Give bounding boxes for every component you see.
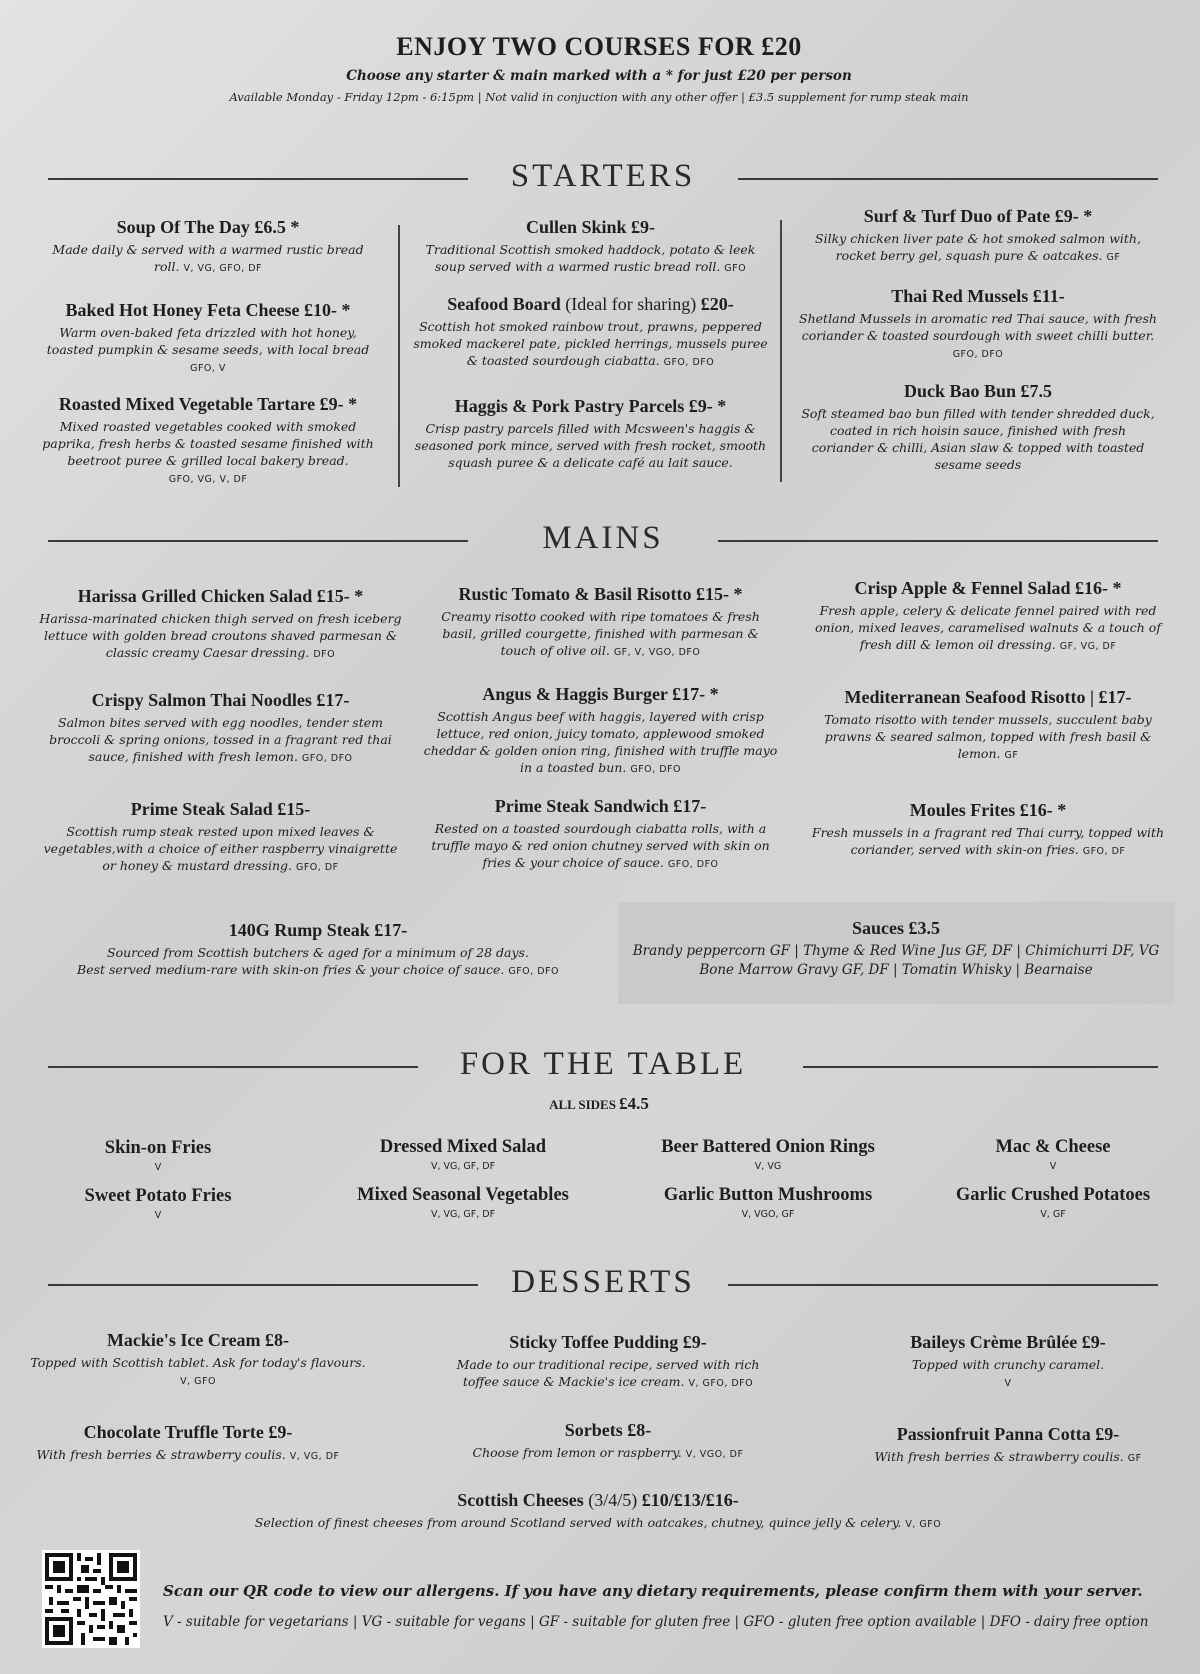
item-desc: Silky chicken liver pate & hot smoked salmon with, rocket berry gel, squash pure & oatcakes. (815, 231, 1141, 263)
item-desc: Best served medium-rare with skin-on fries & your choice of sauce. (77, 962, 505, 977)
item-tags: GF, VG, DF (1059, 641, 1117, 652)
qr-code[interactable] (42, 1550, 140, 1648)
item-tags: V, VG, GFO, DF (183, 263, 263, 274)
item-name: Prime Steak Salad £15- (130, 799, 311, 819)
desserts-heading (48, 1264, 1158, 1304)
footer (163, 1582, 1173, 1630)
menu-item (38, 394, 378, 488)
item-tags: GFO, VG, V, DF (168, 474, 248, 485)
all-sides-amount: £4.5 (619, 1094, 649, 1113)
side-tags: V, GF (1040, 1209, 1066, 1220)
offer-header (18, 20, 1180, 104)
menu-item (38, 690, 403, 767)
item-desc: Crisp pastry parcels filled with Mcsween's haggis & seasoned pork mince, served with fresh rocket, smooth squash puree & a delicate café au lait sauce. (414, 421, 767, 470)
column-divider (780, 220, 782, 482)
item-name: Baileys Crème Brûlée £9- (910, 1332, 1106, 1352)
item-name: Scottish Cheeses (457, 1490, 584, 1510)
side-tags: V, VG, GF, DF (430, 1209, 496, 1220)
all-sides-price (18, 1094, 1180, 1114)
item-name: Surf & Turf Duo of Pate £9- * (863, 206, 1093, 226)
item-tags: GFO, DFO (667, 859, 719, 870)
item-name: Crisp Apple & Fennel Salad £16- * (854, 578, 1122, 598)
menu-page (18, 10, 1180, 1664)
dessert-item-cheeses (118, 1490, 1078, 1533)
item-name-note: (Ideal for sharing) (565, 294, 697, 314)
item-desc: Shetland Mussels in aromatic red Thai sauce, with fresh coriander & toasted sourdough with sweet chilli butter. (799, 311, 1157, 343)
side-tags: V (1049, 1161, 1057, 1172)
item-desc: Made daily & served with a warmed rustic bread roll. (52, 242, 364, 274)
item-desc: With fresh berries & strawberry coulis. (874, 1449, 1124, 1464)
item-desc: Scottish hot smoked rainbow trout, prawns, peppered smoked mackerel pate, pickled herrings, mussels puree & toasted sourdough ciabatta. (413, 319, 768, 368)
menu-item (38, 799, 403, 876)
item-name: Rustic Tomato & Basil Risotto £15- * (458, 584, 743, 604)
side-tags: V (154, 1210, 162, 1221)
item-desc: Scottish Angus beef with haggis, layered with crisp lettuce, red onion, juicy tomato, applewood smoked cheddar & golden onion ring, finished with truffle mayo in a toasted bun. (423, 709, 778, 775)
side-item (38, 1138, 278, 1173)
side-item (38, 1186, 278, 1221)
item-tags: V (1004, 1378, 1012, 1389)
item-tags: V, GFO, DFO (688, 1378, 754, 1389)
item-name: Crispy Salmon Thai Noodles £17- (91, 690, 350, 710)
table-heading (48, 1046, 1158, 1086)
item-tags: GFO, DFO (301, 753, 353, 764)
side-tags: V, VG (754, 1161, 782, 1172)
item-tags: GFO, DFO (952, 349, 1004, 360)
offer-note: Available Monday - Friday 12pm - 6:15pm | Not valid in conjuction with any other offer | £3.5 supplement for rump steak main (229, 90, 969, 104)
item-name: 140G Rump Steak £17- (228, 920, 408, 940)
item-tags: V, VG, DF (289, 1451, 340, 1462)
side-name: Garlic Button Mushrooms (663, 1185, 873, 1205)
menu-item (798, 381, 1158, 473)
dessert-item (28, 1330, 368, 1390)
item-desc: Topped with Scottish tablet. Ask for today's flavours. (30, 1355, 366, 1370)
item-desc: Fresh apple, celery & delicate fennel paired with red onion, mixed leaves, caramelised walnuts & a touch of fresh dill & lemon oil dressing. (815, 603, 1161, 652)
menu-item (798, 206, 1158, 266)
sauces-line: Bone Marrow Gravy GF, DF | Tomatin Whisky | Bearnaise (699, 962, 1093, 978)
item-tags: GFO, DF (1082, 846, 1126, 857)
item-name: Chocolate Truffle Torte £9- (83, 1422, 293, 1442)
item-name: Thai Red Mussels £11- (891, 286, 1065, 306)
starters-heading (48, 158, 1158, 198)
item-name: Prime Steak Sandwich £17- (494, 796, 707, 816)
menu-item (808, 578, 1168, 655)
item-tags: GF (1127, 1453, 1142, 1464)
item-name: Sticky Toffee Pudding £9- (509, 1332, 707, 1352)
item-name: Roasted Mixed Vegetable Tartare £9- * (58, 394, 358, 414)
side-item (938, 1137, 1168, 1172)
item-tags: GF (1106, 252, 1121, 263)
item-name: Soup Of The Day £6.5 * (116, 217, 300, 237)
sauces-title: Sauces £3.5 (851, 918, 940, 938)
item-desc: Fresh mussels in a fragrant red Thai curry, topped with coriander, served with skin-on fries. (811, 825, 1165, 857)
heading-rule-right (728, 1284, 1158, 1286)
item-sizes: (3/4/5) (588, 1490, 638, 1510)
dessert-item (858, 1332, 1158, 1392)
item-tags: V, VGO, DF (685, 1449, 744, 1460)
menu-item (423, 684, 778, 778)
mains-heading (48, 520, 1158, 560)
item-desc: With fresh berries & strawberry coulis. (36, 1447, 286, 1462)
menu-item (38, 586, 403, 663)
side-item (318, 1137, 608, 1172)
side-name: Sweet Potato Fries (84, 1186, 232, 1206)
heading-rule-right (718, 540, 1158, 542)
sauces (618, 918, 1174, 980)
item-name: Passionfruit Panna Cotta £9- (896, 1424, 1120, 1444)
dessert-item (18, 1422, 358, 1465)
section-title: FOR THE TABLE (459, 1046, 747, 1082)
menu-item (413, 294, 768, 371)
item-name: Seafood Board (447, 294, 561, 314)
item-tags: GFO, V (190, 363, 226, 374)
item-name: Mackie's Ice Cream £8- (106, 1330, 290, 1350)
item-tags: V, GFO (905, 1519, 942, 1530)
item-desc: Sourced from Scottish butchers & aged for a minimum of 28 days. (107, 945, 529, 960)
offer-title: ENJOY TWO COURSES FOR £20 (396, 32, 802, 61)
dessert-item (838, 1424, 1178, 1467)
item-tags: GFO (724, 263, 747, 274)
item-price: £10/£13/£16- (641, 1490, 739, 1510)
item-name: Harissa Grilled Chicken Salad £15- * (77, 586, 364, 606)
item-name: Angus & Haggis Burger £17- * (482, 684, 719, 704)
menu-item (423, 796, 778, 873)
dessert-item (438, 1420, 778, 1463)
item-name: Baked Hot Honey Feta Cheese £10- * (65, 300, 351, 320)
item-desc: Choose from lemon or raspberry. (472, 1445, 682, 1460)
heading-rule-right (803, 1066, 1158, 1068)
item-desc: Selection of finest cheeses from around Scotland served with oatcakes, chutney, quince jelly & celery. (254, 1515, 902, 1530)
item-tags: GF, V, VGO, DFO (613, 647, 701, 658)
menu-item (38, 300, 378, 377)
menu-item (808, 687, 1168, 764)
item-tags: GFO, DFO (630, 764, 681, 775)
item-name: Sorbets £8- (564, 1420, 652, 1440)
side-item (618, 1137, 918, 1172)
item-tags: DFO (313, 649, 336, 660)
section-title: DESSERTS (511, 1264, 695, 1300)
side-item (318, 1185, 608, 1220)
item-desc: Traditional Scottish smoked haddock, potato & leek soup served with a warmed rustic bread roll. (425, 242, 756, 274)
menu-item (413, 396, 768, 471)
item-desc: Warm oven-baked feta drizzled with hot honey, toasted pumpkin & sesame seeds, with local bread (46, 325, 370, 357)
item-name: Moules Frites £16- * (909, 800, 1067, 820)
side-name: Dressed Mixed Salad (379, 1137, 547, 1157)
menu-item (798, 286, 1158, 363)
offer-subtitle: Choose any starter & main marked with a * for just £20 per person (346, 68, 852, 84)
menu-item (413, 217, 768, 277)
item-price: £20- (700, 294, 734, 314)
item-desc: Harissa-marinated chicken thigh served on fresh iceberg lettuce with golden bread croutons shaved parmesan & classic creamy Caesar dressing. (39, 611, 402, 660)
item-tags: GFO, DFO (663, 357, 715, 368)
all-sides-label: ALL SIDES (549, 1097, 616, 1112)
menu-item (808, 800, 1168, 860)
item-tags: GFO, DFO (508, 966, 559, 977)
dessert-item (438, 1332, 778, 1392)
side-name: Garlic Crushed Potatoes (955, 1185, 1151, 1205)
item-tags: GF (1004, 750, 1019, 761)
side-name: Skin-on Fries (104, 1138, 212, 1158)
side-name: Mixed Seasonal Vegetables (357, 1185, 569, 1205)
item-desc: Salmon bites served with egg noodles, tender stem broccoli & spring onions, tossed in a fragrant red thai sauce, finished with fresh lemon. (49, 715, 392, 764)
item-desc: Made to our traditional recipe, served with rich toffee sauce & Mackie's ice cream. (456, 1357, 760, 1389)
item-tags: V, GFO (180, 1376, 216, 1387)
item-name: Cullen Skink £9- (525, 217, 656, 237)
column-divider (398, 225, 400, 487)
sauces-line: Brandy peppercorn GF | Thyme & Red Wine Jus GF, DF | Chimichurri DF, VG (632, 943, 1160, 959)
item-desc: Mixed roasted vegetables cooked with smoked paprika, fresh herbs & toasted sesame finished with beetroot puree & grilled local bakery bread. (42, 419, 374, 468)
section-title: STARTERS (510, 158, 696, 194)
footer-allergen-note: Scan our QR code to view our allergens. If you have any dietary requirements, please confirm them with your server. (163, 1582, 1143, 1600)
item-desc: Soft steamed bao bun filled with tender shredded duck, coated in rich hoisin sauce, finished with fresh coriander & chilli, Asian slaw & topped with toasted sesame seeds (801, 406, 1155, 472)
side-item (938, 1185, 1168, 1220)
item-name: Mediterranean Seafood Risotto | £17- (844, 687, 1132, 707)
item-desc: Rested on a toasted sourdough ciabatta rolls, with a truffle mayo & red onion chutney served with skin on fries & your choice of sauce. (431, 821, 770, 870)
footer-dietary-key: V - suitable for vegetarians | VG - suitable for vegans | GF - suitable for gluten free | GFO - gluten free option available | DFO - dairy free option (163, 1614, 1149, 1630)
item-desc: Topped with crunchy caramel. (911, 1357, 1105, 1372)
side-item (618, 1185, 918, 1220)
side-tags: V, VG, GF, DF (430, 1161, 496, 1172)
side-tags: V (154, 1162, 162, 1173)
side-name: Beer Battered Onion Rings (661, 1137, 875, 1157)
item-name: Haggis & Pork Pastry Parcels £9- * (454, 396, 727, 416)
side-tags: V, VGO, GF (741, 1209, 795, 1220)
menu-item (38, 217, 378, 277)
side-name: Mac & Cheese (995, 1137, 1111, 1157)
heading-rule-right (738, 178, 1158, 180)
item-tags: GFO, DF (295, 862, 339, 873)
item-desc: Scottish rump steak rested upon mixed leaves & vegetables,with a choice of either raspberry vinaigrette or honey & mustard dressing. (43, 824, 398, 873)
item-desc: Creamy risotto cooked with ripe tomatoes & fresh basil, grilled courgette, finished with parmesan & touch of olive oil. (441, 609, 760, 658)
menu-item-rump-steak (38, 920, 598, 980)
item-desc: Tomato risotto with tender mussels, succulent baby prawns & seared salmon, topped with fresh basil & lemon. (824, 712, 1152, 761)
qr-code-icon (45, 1553, 137, 1645)
menu-item (423, 584, 778, 661)
item-name: Duck Bao Bun £7.5 (903, 381, 1053, 401)
section-title: MAINS (542, 520, 664, 556)
